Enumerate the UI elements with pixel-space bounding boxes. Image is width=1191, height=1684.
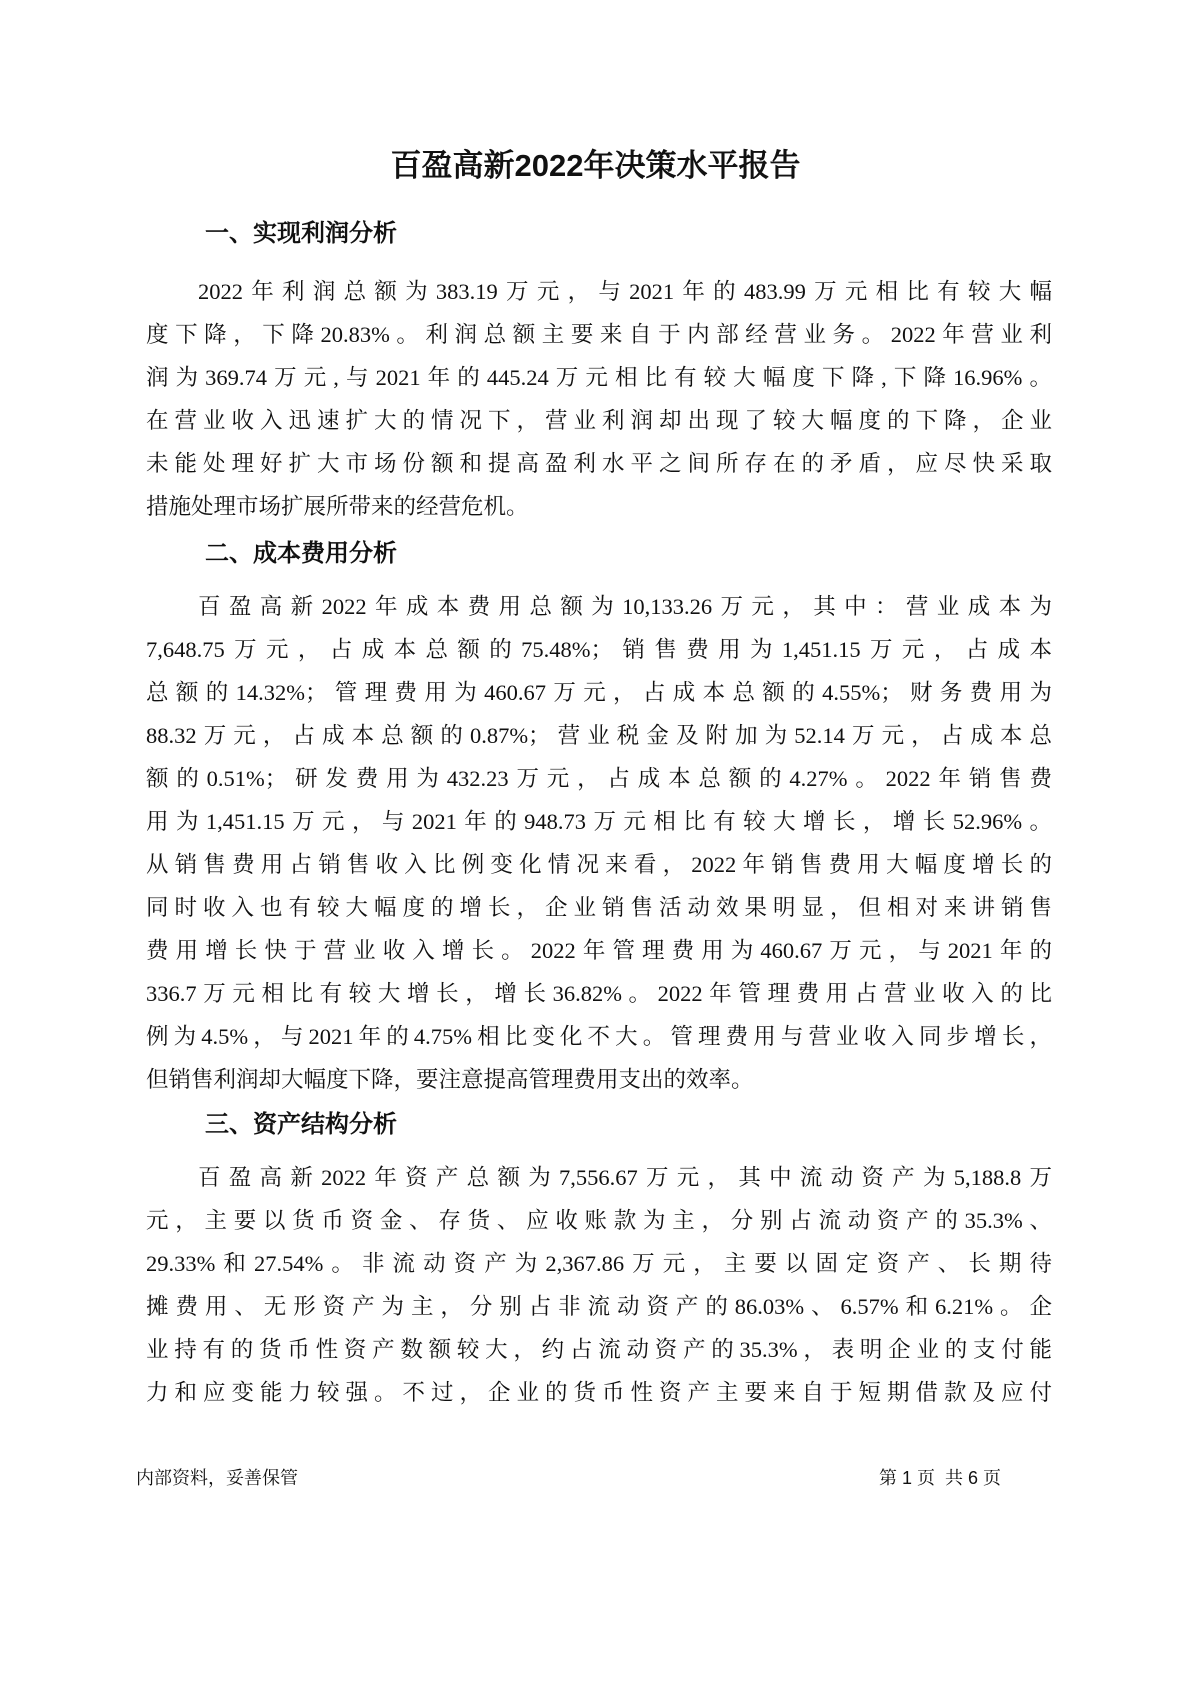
text-line: 业持有的货币性资产数额较大，约占流动资产的35.3%，表明企业的支付能 (146, 1337, 1052, 1362)
text-line: 同时收入也有较大幅度的增长，企业销售活动效果明显，但相对来讲销售 (146, 895, 1052, 920)
text-line: 在营业收入迅速扩大的情况下，营业利润却出现了较大幅度的下降，企业 (146, 408, 1052, 433)
text-line: 度下降，下降20.83%。利润总额主要来自于内部经营业务。2022年营业利 (146, 322, 1052, 347)
text-line: 百盈高新2022年成本费用总额为10,133.26万元，其中：营业成本为 (198, 594, 1052, 619)
text-line: 88.32万元，占成本总额的0.87%；营业税金及附加为52.14万元，占成本总 (146, 723, 1052, 748)
text-line: 例为4.5%，与2021年的4.75%相比变化不大。管理费用与营业收入同步增长， (146, 1024, 1052, 1049)
text-line: 润为369.74万元,与2021年的445.24万元相比有较大幅度下降,下降16.96%。 (146, 365, 1052, 390)
section-paragraph-assets (146, 1156, 1052, 1414)
footer-page-number: 第 1 页 共 6 页 (878, 1468, 1001, 1488)
text-line: 措施处理市场扩展所带来的经营危机。 (146, 494, 529, 519)
text-line: 7,648.75万元，占成本总额的75.48%；销售费用为1,451.15万元，占成本 (146, 637, 1052, 662)
text-line: 摊费用、无形资产为主，分别占非流动资产的86.03%、6.57%和6.21%。企 (146, 1294, 1052, 1319)
document-title: 百盈高新2022年决策水平报告 (390, 148, 801, 183)
footer-confidential-note: 内部资料，妥善保管 (136, 1468, 298, 1488)
text-line: 额的0.51%；研发费用为432.23万元，占成本总额的4.27%。2022年销售费 (146, 766, 1052, 791)
text-line: 从销售费用占销售收入比例变化情况来看，2022年销售费用大幅度增长的 (146, 852, 1052, 877)
text-line: 百盈高新2022年资产总额为7,556.67万元，其中流动资产为5,188.8万 (198, 1165, 1052, 1190)
text-line: 力和应变能力较强。不过，企业的货币性资产主要来自于短期借款及应付 (146, 1380, 1052, 1405)
text-line: 29.33%和27.54%。非流动资产为2,367.86万元，主要以固定资产、长期待 (146, 1251, 1052, 1276)
section-paragraph-profit (146, 270, 1052, 528)
section-paragraph-cost (146, 585, 1052, 1101)
text-line: 费用增长快于营业收入增长。2022年管理费用为460.67万元，与2021年的 (146, 938, 1052, 963)
text-line: 用为1,451.15万元，与2021年的948.73万元相比有较大增长，增长52.96%。 (146, 809, 1052, 834)
text-line: 但销售利润却大幅度下降，要注意提高管理费用支出的效率。 (146, 1067, 754, 1092)
text-line: 元，主要以货币资金、存货、应收账款为主，分别占流动资产的35.3%、 (146, 1208, 1052, 1233)
text-line: 总额的14.32%；管理费用为460.67万元，占成本总额的4.55%；财务费用为 (146, 680, 1052, 705)
text-line: 336.7万元相比有较大增长，增长36.82%。2022年管理费用占营业收入的比 (146, 981, 1052, 1006)
section-heading-profit: 一、实现利润分析 (205, 220, 397, 247)
section-heading-cost: 二、成本费用分析 (205, 540, 397, 567)
text-line: 未能处理好扩大市场份额和提高盈利水平之间所存在的矛盾，应尽快采取 (146, 451, 1052, 476)
text-line: 2022年利润总额为383.19万元，与2021年的483.99万元相比有较大幅 (198, 279, 1052, 304)
section-heading-assets: 三、资产结构分析 (205, 1111, 397, 1138)
